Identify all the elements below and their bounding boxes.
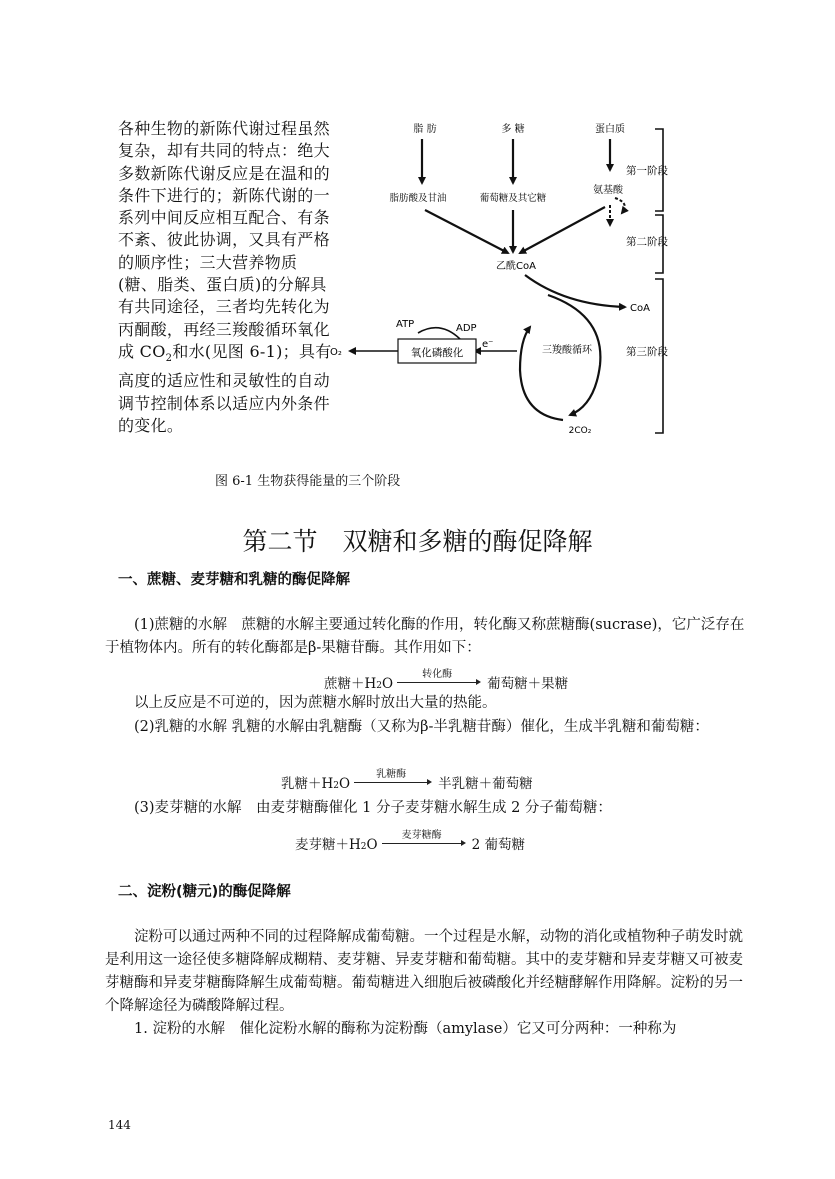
paragraph-lactose: (2)乳糖的水解 乳糖的水解由乳糖酶（又称为β-半乳糖苷酶）催化，生成半乳糖和葡萄糖：	[134, 719, 709, 735]
tca-cycle-arc-left	[520, 327, 563, 420]
label-fatty-acid-glycerol: 脂肪酸及甘油	[389, 193, 447, 204]
label-2co2: 2CO₂	[568, 426, 592, 436]
section-title: 第二节 双糖和多糖的酶促降解	[242, 527, 593, 556]
label-oxphos: 氧化磷酸化	[410, 347, 464, 359]
page-number: 144	[108, 1118, 131, 1132]
eq2-arrow	[354, 769, 428, 783]
subsection-heading-1: 一、蔗糖、麦芽糖和乳糖的酶促降解	[118, 572, 350, 588]
label-stage-3: 第三阶段	[626, 346, 668, 358]
figure-caption: 图 6-1 生物获得能量的三个阶段	[215, 474, 401, 489]
intro-text-b: 和水(见图 6-1)；具有高度的适应性和灵敏性的自动调节控制体系以适应内外条件的变化。	[118, 341, 332, 436]
label-glucose-other-sugars: 葡萄糖及其它糖	[479, 193, 547, 204]
eq3-left: 麦芽糖＋H	[295, 837, 361, 853]
arrow-adp-to-atp	[418, 328, 460, 339]
label-o2: O₂	[330, 347, 342, 358]
eq2-right: 半乳糖＋葡萄糖	[438, 776, 533, 792]
eq1-left: 蔗糖＋H	[324, 676, 377, 692]
arrow-acetyl-to-coa	[525, 275, 625, 307]
eq2-left2: O	[339, 776, 351, 792]
subsection-heading-2: 二、淀粉(糖元)的酶促降解	[118, 884, 291, 900]
arrow-amino-dashed-curve	[615, 198, 625, 213]
label-acetyl-coa: 乙酰CoA	[496, 261, 536, 272]
eq3-left2: O	[366, 837, 378, 853]
label-stage-2: 第二阶段	[626, 236, 668, 248]
label-polysaccharide: 多 糖	[501, 124, 525, 135]
paragraph-maltose: (3)麦芽糖的水解 由麦芽糖酶催化 1 分子麦芽糖水解生成 2 分子葡萄糖：	[134, 800, 612, 816]
intro-paragraph	[118, 118, 336, 437]
eq1-sub: 2	[376, 681, 383, 691]
label-electron: e⁻	[482, 339, 494, 350]
eq2-left: 乳糖＋H	[281, 776, 334, 792]
eq2-enzyme: 乳糖酶	[376, 769, 407, 780]
paragraph-starch-hydrolysis: 1. 淀粉的水解 催化淀粉水解的酶称为淀粉酶（amylase）它又可分两种：一种称为	[134, 1021, 677, 1037]
energy-stages-diagram	[330, 115, 670, 445]
label-protein: 蛋白质	[595, 124, 625, 135]
eq2-sub: 2	[333, 781, 340, 791]
label-fat: 脂 肪	[413, 124, 437, 135]
label-tca-cycle: 三羧酸循环	[542, 345, 592, 356]
paragraph-starch: 淀粉可以通过两种不同的过程降解成葡萄糖。一个过程是水解，动物的消化或植物种子萌发时就是利用这一途径使多糖降解成糊精、麦芽糖、异麦芽糖和葡萄糖。其中的麦芽糖和异麦芽糖又可被麦芽糖酶和异麦芽糖酶降解生成葡萄糖。葡萄糖进入细胞后被磷酸化并经糖酵解作用降解。淀粉的另一个降解途径为磷酸降解过程。	[105, 929, 743, 1014]
eq1-right: 葡萄糖＋果糖	[487, 676, 569, 692]
intro-subscript: 2	[165, 353, 173, 365]
eq3-sub: 2	[360, 842, 367, 852]
label-adp: ADP	[456, 323, 477, 334]
eq3-arrow	[382, 830, 462, 844]
label-coa: CoA	[630, 303, 650, 314]
eq1-arrow	[397, 669, 477, 683]
label-atp: ATP	[396, 319, 415, 330]
paragraph-sucrose: (1)蔗糖的水解 蔗糖的水解主要通过转化酶的作用，转化酶又称蔗糖酶(sucrase)，它广泛存在于植物体内。所有的转化酶都是β-果糖苷酶。其作用如下：	[105, 617, 745, 656]
label-amino-acid: 氨基酸	[593, 185, 623, 196]
arrow-fatty-acid-to-acetyl	[425, 210, 508, 253]
equation-lactose	[281, 769, 533, 792]
equation-sucrose	[324, 669, 569, 692]
intro-text-a: 各种生物的新陈代谢过程虽然复杂，却有共同的特点：绝大多数新陈代谢反应是在温和的条件下进行的；新陈代谢的一系列中间反应相互配合、有条不紊、彼此协调，又具有严格的顺序性；三大营养物质(糖、脂类、蛋白质)的分解具有共同途径，三者均先转化为丙酮酸，再经三羧酸循环氧化成 CO	[118, 119, 330, 361]
eq1-left2: O	[382, 676, 394, 692]
eq1-enzyme: 转化酶	[422, 669, 453, 680]
eq3-enzyme: 麦芽糖酶	[401, 830, 442, 841]
eq3-right: 2 葡萄糖	[471, 837, 525, 853]
paragraph-irreversible: 以上反应是不可逆的，因为蔗糖水解时放出大量的热能。	[134, 695, 497, 711]
equation-maltose	[295, 830, 525, 853]
label-stage-1: 第一阶段	[626, 165, 668, 177]
arrow-amino-to-acetyl	[520, 207, 605, 253]
